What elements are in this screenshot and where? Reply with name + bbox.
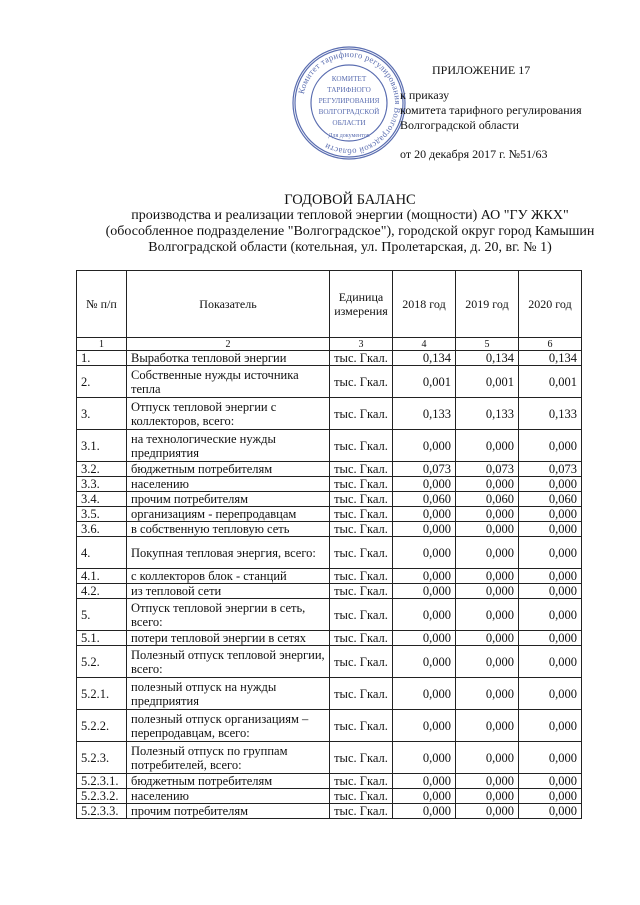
row-value-2018: 0,000 xyxy=(393,584,456,599)
row-value-2020: 0,000 xyxy=(519,678,582,710)
appendix-number: ПРИЛОЖЕНИЕ 17 xyxy=(432,63,531,77)
balance-table xyxy=(76,270,582,819)
table-body xyxy=(77,351,582,819)
row-number: 3. xyxy=(77,398,127,430)
row-value-2020: 0,073 xyxy=(519,462,582,477)
stamp-center-line: ВОЛГОГРАДСКОЙ xyxy=(318,108,380,116)
row-value-2018: 0,000 xyxy=(393,678,456,710)
row-number: 5.2.3. xyxy=(77,742,127,774)
row-value-2020: 0,000 xyxy=(519,599,582,631)
row-value-2018: 0,060 xyxy=(393,492,456,507)
row-number: 1. xyxy=(77,351,127,366)
row-value-2018: 0,000 xyxy=(393,804,456,819)
row-unit: тыс. Гкал. xyxy=(330,398,393,430)
title-main: ГОДОВОЙ БАЛАНС xyxy=(284,192,416,208)
column-number: 5 xyxy=(456,338,519,351)
row-value-2018: 0,000 xyxy=(393,742,456,774)
row-value-2018: 0,073 xyxy=(393,462,456,477)
table-row xyxy=(77,631,582,646)
row-value-2019: 0,000 xyxy=(456,430,519,462)
column-number: 4 xyxy=(393,338,456,351)
row-value-2018: 0,000 xyxy=(393,599,456,631)
table-row xyxy=(77,599,582,631)
column-number: 3 xyxy=(330,338,393,351)
table-row xyxy=(77,537,582,569)
row-number: 3.4. xyxy=(77,492,127,507)
table-row xyxy=(77,477,582,492)
title-line: Волгоградской области (котельная, ул. Пролетарская, д. 20, вг. № 1) xyxy=(148,240,552,255)
row-unit: тыс. Гкал. xyxy=(330,584,393,599)
row-value-2018: 0,000 xyxy=(393,477,456,492)
appendix-order-ref: к приказу xyxy=(400,88,450,102)
row-number: 3.5. xyxy=(77,507,127,522)
row-indicator: Отпуск тепловой энергии в сеть, всего: xyxy=(127,599,330,631)
row-indicator: населению xyxy=(127,477,330,492)
row-indicator: на технологические нужды предприятия xyxy=(127,430,330,462)
row-unit: тыс. Гкал. xyxy=(330,366,393,398)
row-unit: тыс. Гкал. xyxy=(330,477,393,492)
row-number: 2. xyxy=(77,366,127,398)
table-row xyxy=(77,366,582,398)
table-row xyxy=(77,742,582,774)
row-indicator: Отпуск тепловой энергии с коллекторов, всего: xyxy=(127,398,330,430)
row-unit: тыс. Гкал. xyxy=(330,507,393,522)
row-indicator: населению xyxy=(127,789,330,804)
row-indicator: потери тепловой энергии в сетях xyxy=(127,631,330,646)
row-number: 3.2. xyxy=(77,462,127,477)
row-value-2019: 0,001 xyxy=(456,366,519,398)
row-value-2020: 0,000 xyxy=(519,430,582,462)
row-number: 3.1. xyxy=(77,430,127,462)
table-row xyxy=(77,804,582,819)
appendix-header xyxy=(400,63,582,162)
row-number: 5.2.1. xyxy=(77,678,127,710)
appendix-region: Волгоградской области xyxy=(400,118,519,132)
table-row xyxy=(77,584,582,599)
row-value-2020: 0,000 xyxy=(519,631,582,646)
row-value-2018: 0,000 xyxy=(393,789,456,804)
stamp-center-line: ОБЛАСТИ xyxy=(332,119,366,127)
row-number: 4.2. xyxy=(77,584,127,599)
row-unit: тыс. Гкал. xyxy=(330,710,393,742)
row-value-2020: 0,000 xyxy=(519,646,582,678)
row-value-2019: 0,133 xyxy=(456,398,519,430)
title-line: производства и реализации тепловой энергии (мощности) АО "ГУ ЖКХ" xyxy=(131,208,569,223)
table-row xyxy=(77,646,582,678)
row-value-2019: 0,000 xyxy=(456,804,519,819)
row-number: 3.3. xyxy=(77,477,127,492)
column-number: 6 xyxy=(519,338,582,351)
row-value-2018: 0,000 xyxy=(393,631,456,646)
row-value-2019: 0,000 xyxy=(456,569,519,584)
row-indicator: организациям - перепродавцам xyxy=(127,507,330,522)
stamp-center-line: КОМИТЕТ xyxy=(331,75,367,83)
row-unit: тыс. Гкал. xyxy=(330,742,393,774)
table-row xyxy=(77,492,582,507)
appendix-date: от 20 декабря 2017 г. №51/63 xyxy=(400,147,548,161)
row-number: 5.2.3.3. xyxy=(77,804,127,819)
row-value-2019: 0,000 xyxy=(456,710,519,742)
row-value-2020: 0,000 xyxy=(519,477,582,492)
row-value-2020: 0,000 xyxy=(519,774,582,789)
header-2019: 2019 год xyxy=(456,271,519,338)
stamp-center-line: РЕГУЛИРОВАНИЯ xyxy=(318,97,380,105)
stamp-ring-text: Комитет тарифного регулирования Волгоградской области xyxy=(295,48,404,158)
row-indicator: Полезный отпуск по группам потребителей, всего: xyxy=(127,742,330,774)
table-row xyxy=(77,462,582,477)
table-row xyxy=(77,507,582,522)
row-value-2018: 0,000 xyxy=(393,507,456,522)
row-unit: тыс. Гкал. xyxy=(330,351,393,366)
table-row xyxy=(77,569,582,584)
row-value-2019: 0,000 xyxy=(456,477,519,492)
row-value-2018: 0,000 xyxy=(393,430,456,462)
official-stamp xyxy=(290,44,408,162)
row-value-2020: 0,000 xyxy=(519,537,582,569)
header-number: № п/п xyxy=(77,271,127,338)
row-value-2019: 0,000 xyxy=(456,537,519,569)
row-unit: тыс. Гкал. xyxy=(330,537,393,569)
row-number: 4.1. xyxy=(77,569,127,584)
row-indicator: бюджетным потребителям xyxy=(127,462,330,477)
table-row xyxy=(77,430,582,462)
row-unit: тыс. Гкал. xyxy=(330,789,393,804)
row-indicator: Собственные нужды источника тепла xyxy=(127,366,330,398)
row-indicator: полезный отпуск организациям – перепродавцам, всего: xyxy=(127,710,330,742)
row-value-2020: 0,000 xyxy=(519,804,582,819)
row-indicator: Покупная тепловая энергия, всего: xyxy=(127,537,330,569)
row-value-2020: 0,133 xyxy=(519,398,582,430)
row-number: 5.1. xyxy=(77,631,127,646)
row-unit: тыс. Гкал. xyxy=(330,492,393,507)
row-value-2019: 0,000 xyxy=(456,631,519,646)
row-value-2019: 0,000 xyxy=(456,742,519,774)
row-indicator: прочим потребителям xyxy=(127,804,330,819)
row-value-2019: 0,134 xyxy=(456,351,519,366)
row-unit: тыс. Гкал. xyxy=(330,631,393,646)
table-row xyxy=(77,522,582,537)
row-value-2018: 0,134 xyxy=(393,351,456,366)
header-2018: 2018 год xyxy=(393,271,456,338)
row-value-2019: 0,000 xyxy=(456,646,519,678)
appendix-committee: комитета тарифного регулирования xyxy=(400,103,582,117)
row-value-2018: 0,000 xyxy=(393,569,456,584)
table-row xyxy=(77,789,582,804)
row-unit: тыс. Гкал. xyxy=(330,678,393,710)
table-row xyxy=(77,774,582,789)
row-value-2018: 0,133 xyxy=(393,398,456,430)
row-indicator: полезный отпуск на нужды предприятия xyxy=(127,678,330,710)
row-value-2018: 0,001 xyxy=(393,366,456,398)
header-indicator: Показатель xyxy=(127,271,330,338)
row-number: 5. xyxy=(77,599,127,631)
column-number: 2 xyxy=(127,338,330,351)
row-indicator: из тепловой сети xyxy=(127,584,330,599)
row-value-2019: 0,000 xyxy=(456,678,519,710)
row-value-2018: 0,000 xyxy=(393,646,456,678)
row-value-2020: 0,000 xyxy=(519,522,582,537)
row-indicator: прочим потребителям xyxy=(127,492,330,507)
table-row xyxy=(77,710,582,742)
row-unit: тыс. Гкал. xyxy=(330,462,393,477)
row-value-2019: 0,060 xyxy=(456,492,519,507)
table-row xyxy=(77,398,582,430)
row-unit: тыс. Гкал. xyxy=(330,774,393,789)
row-unit: тыс. Гкал. xyxy=(330,646,393,678)
table-row xyxy=(77,678,582,710)
row-indicator: бюджетным потребителям xyxy=(127,774,330,789)
row-number: 5.2.3.2. xyxy=(77,789,127,804)
row-value-2019: 0,000 xyxy=(456,584,519,599)
row-unit: тыс. Гкал. xyxy=(330,569,393,584)
title-line: (обособленное подразделение "Волгоградское"), городской округ город Камышин xyxy=(105,224,595,239)
row-value-2020: 0,134 xyxy=(519,351,582,366)
column-number: 1 xyxy=(77,338,127,351)
row-value-2019: 0,000 xyxy=(456,774,519,789)
row-value-2018: 0,000 xyxy=(393,774,456,789)
row-number: 4. xyxy=(77,537,127,569)
row-unit: тыс. Гкал. xyxy=(330,430,393,462)
row-value-2018: 0,000 xyxy=(393,537,456,569)
row-value-2020: 0,060 xyxy=(519,492,582,507)
header-2020: 2020 год xyxy=(519,271,582,338)
row-value-2020: 0,000 xyxy=(519,710,582,742)
row-value-2019: 0,000 xyxy=(456,507,519,522)
row-value-2020: 0,000 xyxy=(519,569,582,584)
row-value-2020: 0,000 xyxy=(519,584,582,599)
row-indicator: в собственную тепловую сеть xyxy=(127,522,330,537)
row-value-2019: 0,000 xyxy=(456,789,519,804)
row-number: 5.2.3.1. xyxy=(77,774,127,789)
row-value-2019: 0,000 xyxy=(456,522,519,537)
row-value-2020: 0,000 xyxy=(519,789,582,804)
header-unit: Единица измерения xyxy=(330,271,393,338)
row-value-2020: 0,000 xyxy=(519,507,582,522)
row-indicator: Полезный отпуск тепловой энергии, всего: xyxy=(127,646,330,678)
row-unit: тыс. Гкал. xyxy=(330,804,393,819)
document-title xyxy=(60,192,640,256)
row-value-2018: 0,000 xyxy=(393,522,456,537)
row-indicator: с коллекторов блок - станций xyxy=(127,569,330,584)
row-value-2020: 0,000 xyxy=(519,742,582,774)
row-number: 5.2. xyxy=(77,646,127,678)
row-value-2020: 0,001 xyxy=(519,366,582,398)
row-unit: тыс. Гкал. xyxy=(330,599,393,631)
row-value-2019: 0,073 xyxy=(456,462,519,477)
row-value-2019: 0,000 xyxy=(456,599,519,631)
table-row xyxy=(77,351,582,366)
row-indicator: Выработка тепловой энергии xyxy=(127,351,330,366)
stamp-center-line: ТАРИФНОГО xyxy=(327,86,371,94)
row-number: 3.6. xyxy=(77,522,127,537)
row-number: 5.2.2. xyxy=(77,710,127,742)
row-value-2018: 0,000 xyxy=(393,710,456,742)
column-numbers-row xyxy=(77,338,582,351)
row-unit: тыс. Гкал. xyxy=(330,522,393,537)
stamp-bottom-text: Для документов xyxy=(328,133,370,139)
